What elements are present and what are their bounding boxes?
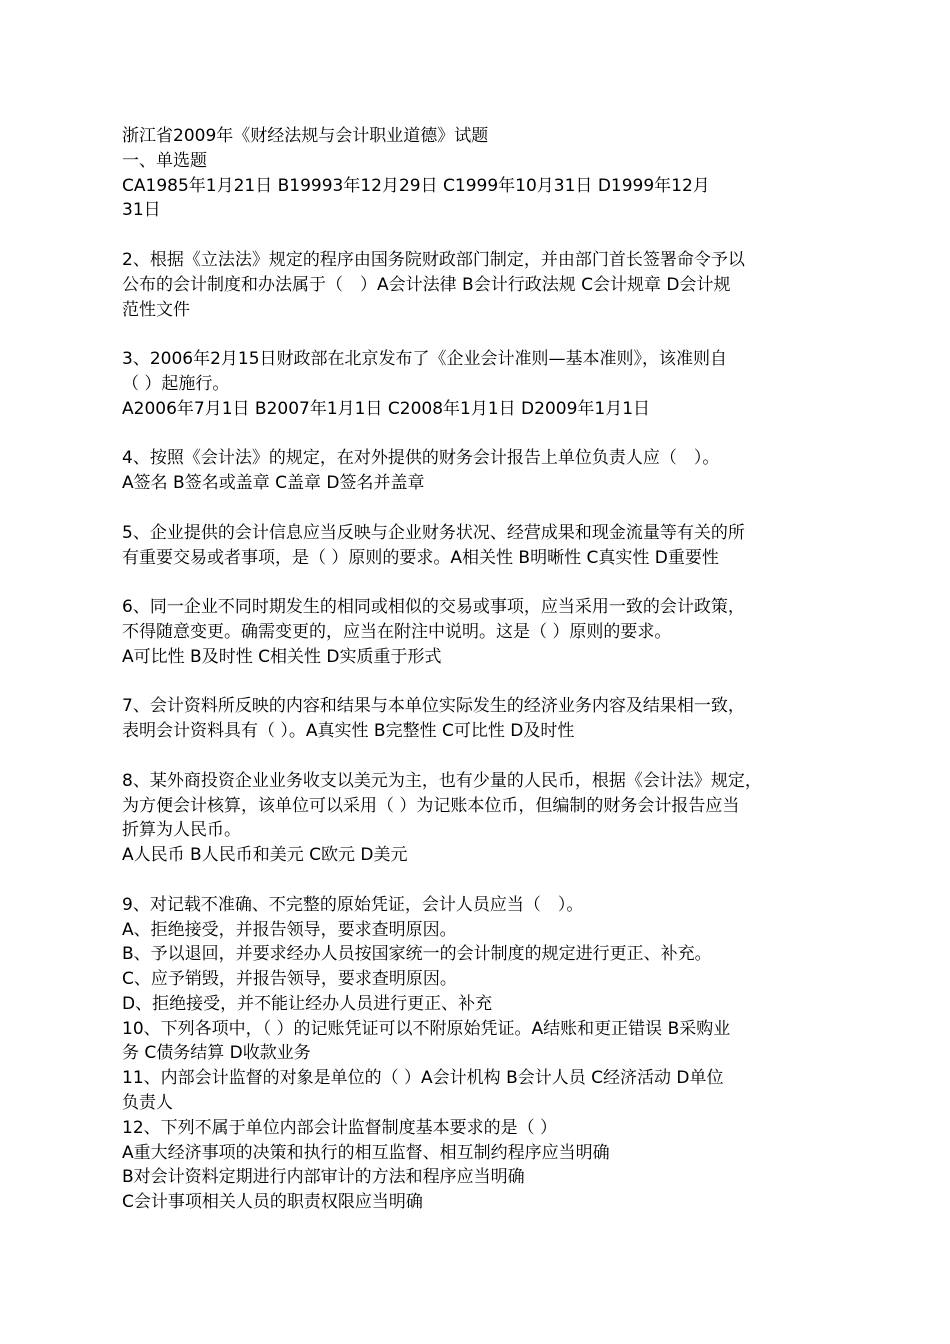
text-line: C、应予销毁，并报告领导，要求查明原因。 xyxy=(122,969,457,990)
text-line: A2006年7月1日 B2007年1月1日 C2008年1月1日 D2009年1月1日 xyxy=(122,398,651,419)
block-spacer xyxy=(122,422,832,447)
text-line: 7、会计资料所反映的内容和结果与本单位实际发生的经济业务内容及结果相一致， xyxy=(122,696,745,717)
text-line: D、拒绝接受，并不能让经办人员进行更正、补充 xyxy=(122,993,493,1014)
text-line: 5、企业提供的会计信息应当反映与企业财务状况、经营成果和现金流量等有关的所 xyxy=(122,522,745,543)
text-line: 8、某外商投资企业业务收支以美元为主，也有少量的人民币，根据《会计法》规定， xyxy=(122,770,762,791)
question-block xyxy=(122,694,832,744)
text-line: 范性文件 xyxy=(122,299,190,320)
text-line: 12、下列不属于单位内部会计监督制度基本要求的是（ ） xyxy=(122,1117,558,1138)
question-list xyxy=(122,174,832,1215)
document-page xyxy=(122,124,832,1215)
block-spacer xyxy=(122,496,832,521)
text-line: 为方便会计核算，该单位可以采用（ ）为记账本位币，但编制的财务会计报告应当 xyxy=(122,795,740,816)
text-line: C会计事项相关人员的职责权限应当明确 xyxy=(122,1192,423,1213)
question-block xyxy=(122,347,832,421)
text-line: 不得随意变更。确需变更的，应当在附注中说明。这是（ ）原则的要求。 xyxy=(122,621,672,642)
block-spacer xyxy=(122,223,832,248)
block-spacer xyxy=(122,868,832,893)
text-line: A人民币 B人民币和美元 C欧元 D美元 xyxy=(122,845,408,866)
text-line: 公布的会计制度和办法属于（ ）A会计法律 B会计行政法规 C会计规章 D会计规 xyxy=(122,274,731,295)
text-line: A、拒绝接受，并报告领导，要求查明原因。 xyxy=(122,919,457,940)
text-line: （ ）起施行。 xyxy=(122,373,230,394)
text-line: A签名 B签名或盖章 C盖章 D签名并盖章 xyxy=(122,473,425,494)
text-line: B对会计资料定期进行内部审计的方法和程序应当明确 xyxy=(122,1167,525,1188)
text-line: 2、根据《立法法》规定的程序由国务院财政部门制定，并由部门首长签署命令予以 xyxy=(122,249,745,270)
question-block xyxy=(122,248,832,322)
text-line: 有重要交易或者事项，是（ ）原则的要求。A相关性 B明晰性 C真实性 D重要性 xyxy=(122,547,719,568)
section-heading: 一、单选题 xyxy=(122,150,207,171)
text-line: A可比性 B及时性 C相关性 D实质重于形式 xyxy=(122,646,442,667)
block-spacer xyxy=(122,570,832,595)
text-line: 折算为人民币。 xyxy=(122,820,241,841)
question-block xyxy=(122,174,832,224)
text-line: 11、内部会计监督的对象是单位的（ ）A会计机构 B会计人员 C经济活动 D单位 xyxy=(122,1068,724,1089)
question-block xyxy=(122,446,832,496)
question-block xyxy=(122,769,832,868)
text-line: 31日 xyxy=(122,200,161,221)
document-title: 浙江省2009年《财经法规与会计职业道德》试题 xyxy=(122,126,489,146)
text-line: 表明会计资料具有（ ）。A真实性 B完整性 C可比性 D及时性 xyxy=(122,721,575,742)
question-block xyxy=(122,893,832,1215)
text-line: 6、同一企业不同时期发生的相同或相似的交易或事项，应当采用一致的会计政策， xyxy=(122,597,745,618)
text-line: 10、下列各项中，（ ）的记账凭证可以不附原始凭证。A结账和更正错误 B采购业 xyxy=(122,1018,731,1039)
text-line: 4、按照《会计法》的规定，在对外提供的财务会计报告上单位负责人应（ ）。 xyxy=(122,448,720,469)
question-block xyxy=(122,595,832,669)
text-line: 3、2006年2月15日财政部在北京发布了《企业会计准则—基本准则》，该准则自 xyxy=(122,349,728,370)
text-line: 务 C债务结算 D收款业务 xyxy=(122,1043,311,1064)
block-spacer xyxy=(122,670,832,695)
block-spacer xyxy=(122,322,832,347)
text-line: CA1985年1月21日 B19993年12月29日 C1999年10月31日 D1999年12月 xyxy=(122,175,710,196)
block-spacer xyxy=(122,744,832,769)
text-line: A重大经济事项的决策和执行的相互监督、相互制约程序应当明确 xyxy=(122,1142,610,1163)
text-line: 9、对记载不准确、不完整的原始凭证，会计人员应当（ ）。 xyxy=(122,894,584,915)
text-line: 负责人 xyxy=(122,1093,173,1114)
text-line: B、予以退回，并要求经办人员按国家统一的会计制度的规定进行更正、补充。 xyxy=(122,944,712,965)
question-block xyxy=(122,521,832,571)
